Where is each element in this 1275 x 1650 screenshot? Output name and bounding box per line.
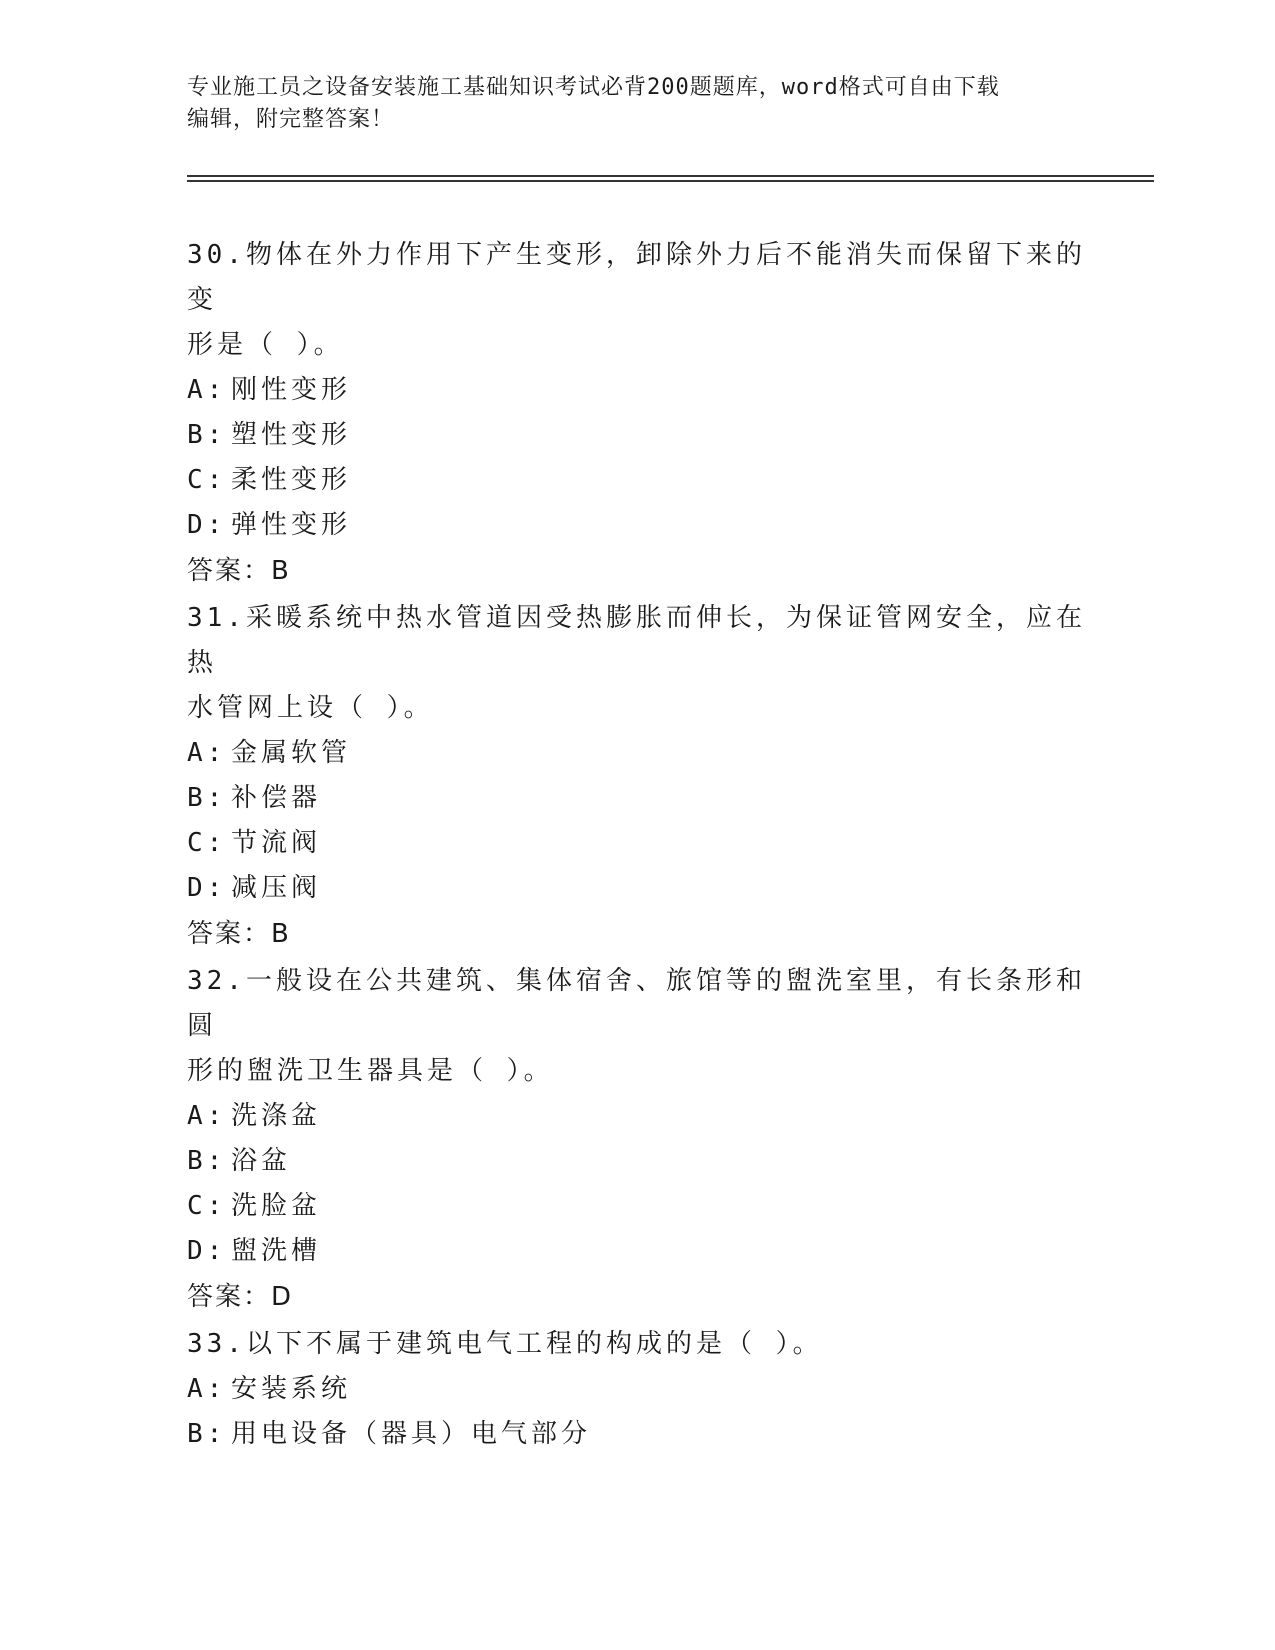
option-d xyxy=(187,503,1087,548)
question-stem-line-1: 31.采暖系统中热水管道因受热膨胀而伸长，为保证管网安全，应在热 xyxy=(187,603,1086,678)
option-text: 节流阀 xyxy=(231,828,322,858)
option-d xyxy=(187,1229,1087,1274)
answer: 答案：B xyxy=(187,556,291,586)
option-b xyxy=(187,1139,1087,1184)
option-letter: B: xyxy=(187,783,227,813)
option-a xyxy=(187,368,1087,413)
option-letter: C: xyxy=(187,465,227,495)
option-text: 金属软管 xyxy=(231,738,352,768)
option-letter: A: xyxy=(187,375,227,405)
option-c xyxy=(187,458,1087,503)
option-letter: B: xyxy=(187,1146,227,1176)
option-b xyxy=(187,1412,1087,1457)
question-stem-line-2: 形的盥洗卫生器具是（ ）。 xyxy=(187,1056,554,1086)
option-letter: A: xyxy=(187,738,227,768)
header-divider-bottom xyxy=(187,180,1154,182)
option-letter: D: xyxy=(187,510,227,540)
option-text: 弹性变形 xyxy=(231,510,352,540)
option-letter: D: xyxy=(187,1236,227,1266)
option-text: 补偿器 xyxy=(231,783,322,813)
question-stem-line-1: 32.一般设在公共建筑、集体宿舍、旅馆等的盥洗室里，有长条形和圆 xyxy=(187,966,1086,1041)
option-c xyxy=(187,1184,1087,1229)
option-letter: C: xyxy=(187,828,227,858)
option-a xyxy=(187,1094,1087,1139)
option-d xyxy=(187,866,1087,911)
option-text: 洗涤盆 xyxy=(231,1101,322,1131)
option-text: 柔性变形 xyxy=(231,465,352,495)
option-text: 减压阀 xyxy=(231,873,322,903)
option-letter: B: xyxy=(187,1419,227,1449)
option-c xyxy=(187,821,1087,866)
document-header xyxy=(187,72,1067,136)
option-b xyxy=(187,413,1087,458)
answer: 答案：D xyxy=(187,1282,294,1312)
option-letter: A: xyxy=(187,1101,227,1131)
question-stem-line-1: 30.物体在外力作用下产生变形，卸除外力后不能消失而保留下来的变 xyxy=(187,240,1086,315)
option-letter: D: xyxy=(187,873,227,903)
question-32 xyxy=(187,959,1087,1320)
option-text: 用电设备（器具）电气部分 xyxy=(231,1419,592,1449)
header-line-1: 专业施工员之设备安装施工基础知识考试必背200题题库，word格式可自由下载 xyxy=(187,75,1000,100)
option-text: 刚性变形 xyxy=(231,375,352,405)
question-stem-line-2: 水管网上设（ ）。 xyxy=(187,693,434,723)
header-divider-top xyxy=(187,175,1154,177)
option-a xyxy=(187,1367,1087,1412)
question-stem-line-1: 33.以下不属于建筑电气工程的构成的是（ ）。 xyxy=(187,1329,823,1359)
option-text: 安装系统 xyxy=(231,1374,352,1404)
option-a xyxy=(187,731,1087,776)
question-stem-line-2: 形是（ ）。 xyxy=(187,330,344,360)
question-31 xyxy=(187,596,1087,957)
option-b xyxy=(187,776,1087,821)
option-letter: B: xyxy=(187,420,227,450)
option-text: 盥洗槽 xyxy=(231,1236,322,1266)
option-text: 洗脸盆 xyxy=(231,1191,322,1221)
option-letter: C: xyxy=(187,1191,227,1221)
answer: 答案：B xyxy=(187,919,291,949)
option-text: 浴盆 xyxy=(231,1146,292,1176)
question-30 xyxy=(187,233,1087,594)
option-letter: A: xyxy=(187,1374,227,1404)
option-text: 塑性变形 xyxy=(231,420,352,450)
question-33 xyxy=(187,1322,1087,1457)
header-line-2: 编辑，附完整答案！ xyxy=(187,107,395,132)
